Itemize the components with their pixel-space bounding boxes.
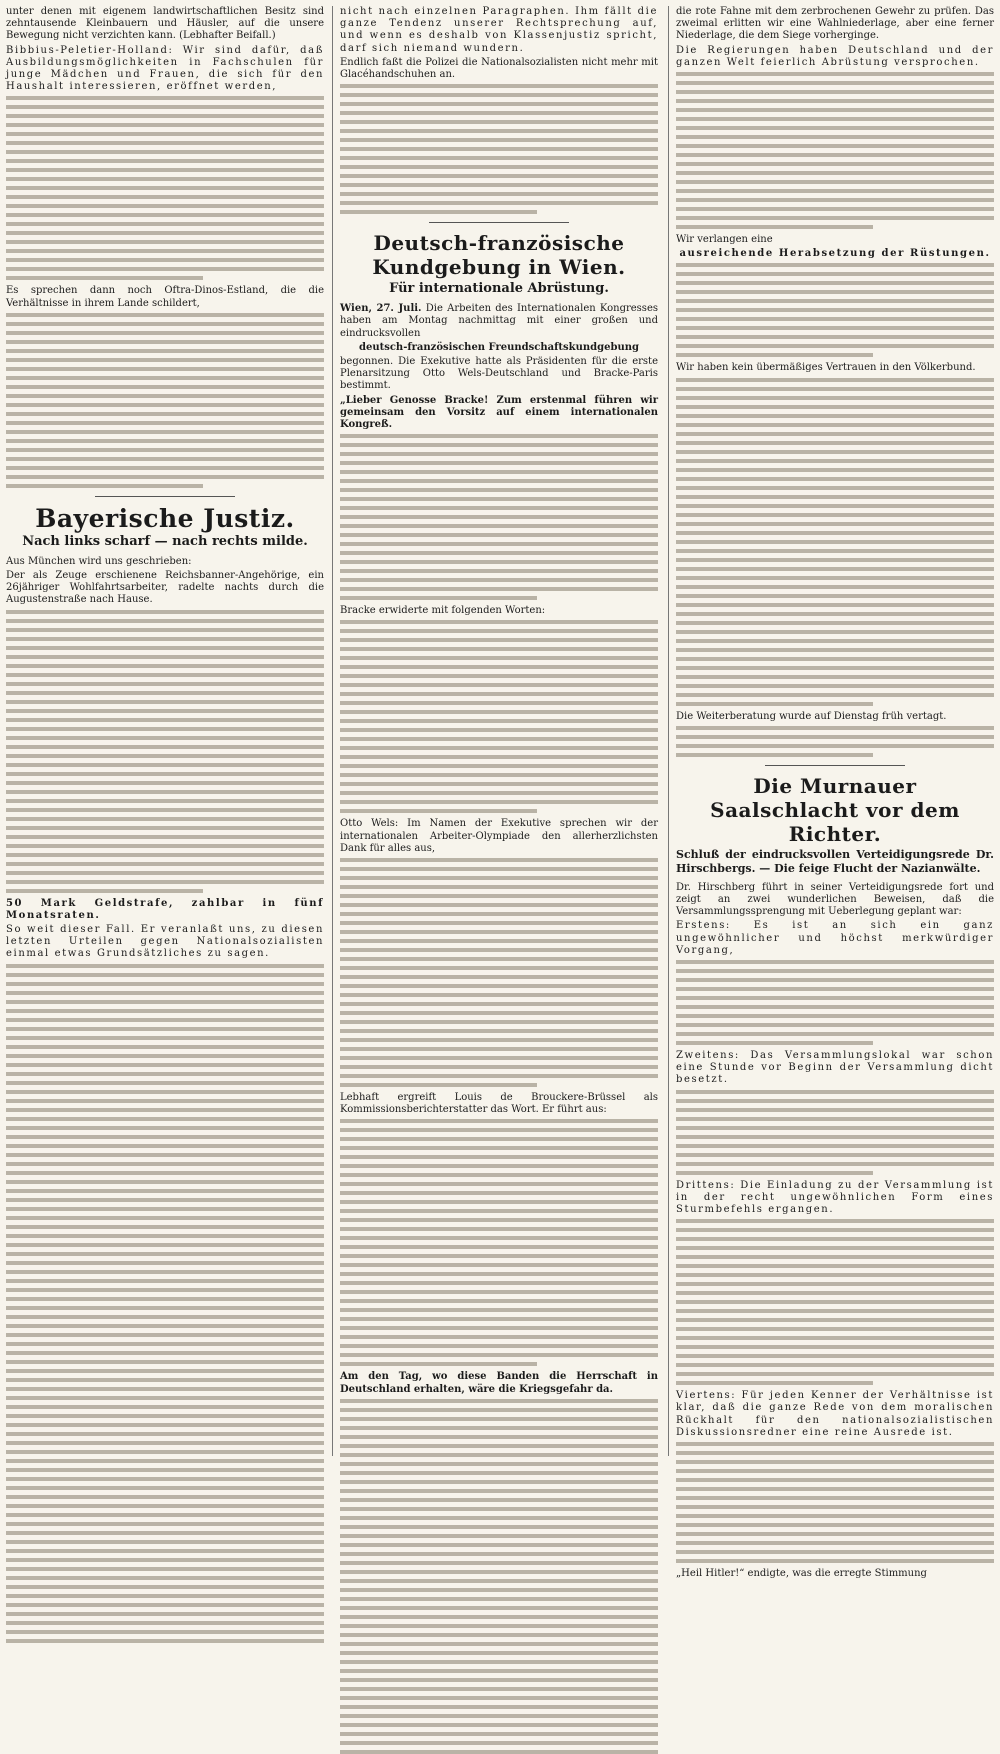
article-subtitle: Schluß der eindrucksvollen Verteidigungsrede Dr. Hirschbergs. — Die feige Flucht der Nazianwälte. [676, 847, 994, 875]
body-paragraph: Otto Wels: Im Namen der Exekutive sprechen wir der internationalen Arbeiter-Olympiade den allerherzlichsten Dank für alles aus, [340, 818, 658, 854]
section-heading: ausreichende Herabsetzung der Rüstungen. [679, 248, 991, 260]
body-paragraph: Lebhaft ergreift Louis de Brouckere-Brüssel als Kommissionsberichterstatter das Wort. Er führt aus: [340, 1092, 658, 1116]
body-paragraph: Die Regierungen haben Deutschland und der ganzen Welt feierlich Abrüstung versprochen. [676, 44, 994, 68]
column-divider [332, 6, 333, 1456]
column-left [6, 6, 324, 1456]
text-block [676, 726, 994, 757]
separator-line [95, 496, 235, 497]
body-paragraph: Die Arbeiten des Internationalen Kongresses haben am Montag nachmittag mit einer großen und eindrucksvollen [340, 303, 658, 339]
text-block [676, 1219, 994, 1385]
text-block [676, 1090, 994, 1175]
text-block [676, 72, 994, 229]
text-block [6, 96, 324, 280]
separator-line [429, 222, 569, 223]
body-paragraph: Dr. Hirschberg führt in seiner Verteidigungsrede fort und zeigt an zwei wunderlichen Beweisen, daß die Versammlungssprengung mit Ueberlegung geplant war: [676, 881, 994, 918]
body-paragraph: nicht nach einzelnen Paragraphen. Ihm fällt die ganze Tendenz unserer Rechtsprechung auf, und wenn es deshalb von Klassenjustiz spricht, darf sich niemand wundern. [340, 6, 658, 54]
body-paragraph: „Heil Hitler!“ endigte, was die erregte Stimmung [676, 1568, 927, 1580]
fine-line: 50 Mark Geldstrafe, zahlbar in fünf Monatsraten. [6, 897, 324, 921]
text-block [676, 1442, 994, 1563]
text-block [676, 378, 994, 706]
text-block [6, 610, 324, 893]
body-paragraph: Bibbius-Peletier-Holland: Wir sind dafür, daß Ausbildungsmöglichkeiten in Fachschulen für junge Mädchen und Frauen, die sich für den Haushalt interessieren, eröffnet werden, [6, 44, 324, 93]
list-item: Zweitens: Das Versammlungslokal war schon eine Stunde vor Beginn der Versammlung dicht besetzt. [676, 1050, 994, 1086]
article-subtitle: Nach links scharf — nach rechts milde. [22, 533, 308, 549]
body-paragraph: die rote Fahne mit dem zerbrochenen Gewehr zu prüfen. Das zweimal erlitten wir eine Wahlniederlage, aber eine ferner Niederlage, die dem Siege vorherginge. [676, 6, 994, 42]
section-heading: deutsch-französischen Freundschaftskundgebung [358, 341, 640, 353]
body-paragraph: Der als Zeuge erschienene Reichsbanner-Angehörige, ein 26jähriger Wohlfahrtsarbeiter, radelte nachts durch die Augustenstraße nach Hause. [6, 570, 324, 606]
bold-paragraph: Am den Tag, wo diese Banden die Herrschaft in Deutschland erhalten, wäre die Kriegsgefahr da. [340, 1371, 658, 1395]
body-paragraph: begonnen. Die Exekutive hatte als Präsidenten für die erste Plenarsitzung Otto Wels-Deutschland und Bracke-Paris bestimmt. [340, 356, 658, 392]
body-paragraph: Es sprechen dann noch Oftra-Dinos-Estland, die die Verhältnisse in ihrem Lande schildert, [6, 285, 324, 309]
separator-line [765, 765, 905, 766]
body-paragraph: unter denen mit eigenem landwirtschaftlichen Besitz sind zehntausende Kleinbauern und Häusler, auf die unsere Bewegung nicht verzichten kann. (Lebhafter Beifall.) [6, 6, 324, 42]
text-block [340, 1119, 658, 1366]
body-paragraph: Wir haben kein übermäßiges Vertrauen in den Völkerbund. [676, 362, 976, 374]
list-item: Erstens: Es ist an sich ein ganz ungewöhnlicher und höchst merkwürdiger Vorgang, [676, 920, 994, 956]
article-title: Deutsch-französische Kundgebung in Wien. [372, 231, 626, 280]
body-paragraph: So weit dieser Fall. Er veranlaßt uns, zu diesen letzten Urteilen gegen Nationalsozialisten einmal etwas Grundsätzliches zu sagen. [6, 924, 324, 960]
body-paragraph: Endlich faßt die Polizei die Nationalsozialisten nicht mehr mit Glacéhandschuhen an. [340, 56, 658, 81]
column-right [676, 6, 994, 1580]
column-divider [668, 6, 669, 1456]
article-subtitle: Für internationale Abrüstung. [389, 281, 609, 297]
body-paragraph: Die Weiterberatung wurde auf Dienstag früh vertagt. [676, 710, 947, 722]
text-block [340, 434, 658, 600]
article-title: Die Murnauer Saalschlacht vor dem Richter. [710, 773, 960, 846]
text-block [676, 263, 994, 357]
text-block [340, 1399, 658, 1754]
list-item: Viertens: Für jeden Kenner der Verhältnisse ist klar, daß die ganze Rede von dem moralischen Rückhalt für den nationalsozialistischen Diskussionsredner eine reine Ausrede ist. [676, 1390, 994, 1438]
body-paragraph: Bracke erwiderte mit folgenden Worten: [340, 605, 546, 617]
text-block [6, 964, 324, 1643]
dateline: Wien, 27. Juli. [340, 303, 422, 315]
list-item: Drittens: Die Einladung zu der Versammlung ist in der recht ungewöhnlichen Form eines Sturmbefehls ergangen. [676, 1179, 994, 1216]
text-block [340, 858, 658, 1087]
article-lead: Aus München wird uns geschrieben: [6, 555, 192, 567]
text-block [6, 313, 324, 488]
article-title: Bayerische Justiz. [35, 503, 295, 533]
text-block [340, 84, 658, 214]
text-block [676, 960, 994, 1045]
body-paragraph: Wir verlangen eine [676, 234, 773, 246]
text-block [340, 620, 658, 813]
column-middle [340, 6, 658, 1456]
quote-paragraph: „Lieber Genosse Bracke! Zum erstenmal führen wir gemeinsam den Vorsitz auf einem internationalen Kongreß. [340, 394, 658, 431]
